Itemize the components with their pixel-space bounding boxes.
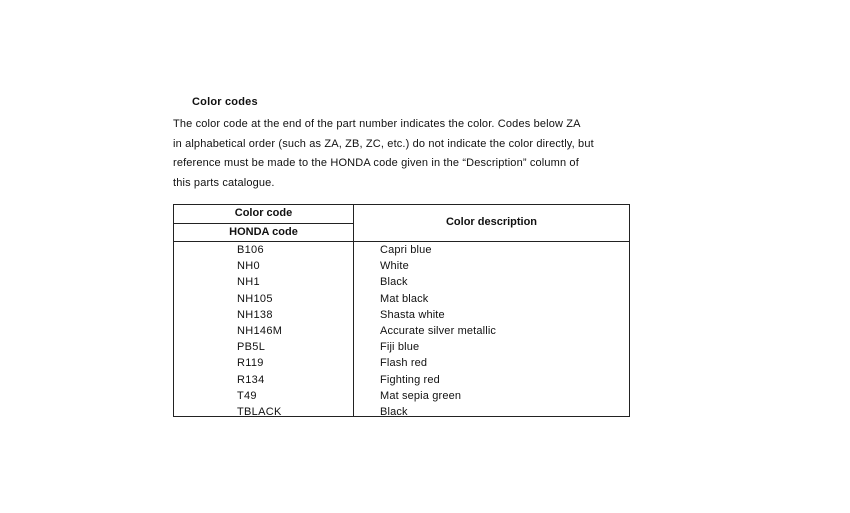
table-row <box>174 291 629 307</box>
color-description-cell: Shasta white <box>380 308 445 321</box>
color-description-cell: Mat sepia green <box>380 389 462 402</box>
table-row <box>174 307 629 323</box>
color-description-cell: Fiji blue <box>380 341 420 354</box>
color-description-cell: Accurate silver metallic <box>380 324 497 337</box>
color-code-table <box>173 204 630 417</box>
honda-code-cell: NH138 <box>237 308 273 321</box>
honda-code-cell: PB5L <box>237 341 266 354</box>
table-row <box>174 372 629 388</box>
header-subdivider <box>174 223 353 224</box>
table-row <box>174 339 629 355</box>
color-description-cell: Black <box>380 276 408 289</box>
color-description-cell: White <box>380 260 409 273</box>
honda-code-cell: R119 <box>237 357 264 370</box>
table-row <box>174 323 629 339</box>
paragraph-line: this parts catalogue. <box>173 176 275 189</box>
honda-code-cell: R134 <box>237 373 265 386</box>
color-description-cell: Black <box>380 405 408 418</box>
header-color-description: Color description <box>445 216 538 228</box>
section-heading: Color codes <box>192 96 258 108</box>
paragraph-line: reference must be made to the HONDA code given in the “Description” column of <box>173 157 579 169</box>
table-row <box>174 388 629 404</box>
paragraph-line: in alphabetical order (such as ZA, ZB, ZC, etc.) do not indicate the color directly, but <box>173 137 594 150</box>
table-row <box>174 242 629 258</box>
honda-code-cell: NH1 <box>237 276 260 289</box>
header-color-code: Color code <box>234 207 293 219</box>
honda-code-cell: TBLACK <box>237 405 282 418</box>
honda-code-cell: NH146M <box>237 324 283 337</box>
table-body <box>174 242 629 420</box>
honda-code-cell: B106 <box>237 244 264 256</box>
table-row <box>174 355 629 371</box>
color-description-cell: Fighting red <box>380 373 440 386</box>
intro-paragraph <box>173 115 643 193</box>
honda-code-cell: T49 <box>237 389 257 402</box>
honda-code-cell: NH105 <box>237 292 273 305</box>
table-row <box>174 274 629 290</box>
color-description-cell: Mat black <box>380 292 429 305</box>
color-description-cell: Flash red <box>380 357 428 370</box>
table-row <box>174 258 629 274</box>
paragraph-line: The color code at the end of the part number indicates the color. Codes below ZA <box>173 118 581 130</box>
honda-code-cell: NH0 <box>237 260 260 273</box>
table-row <box>174 404 629 420</box>
color-description-cell: Capri blue <box>380 244 432 256</box>
header-honda-code: HONDA code <box>229 226 298 238</box>
